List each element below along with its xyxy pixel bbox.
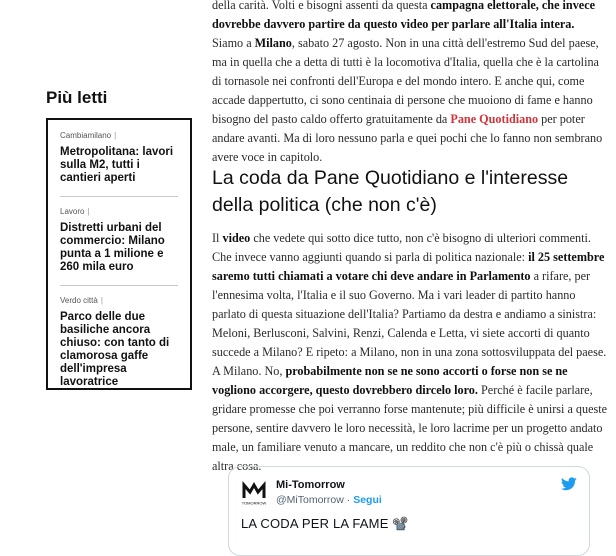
most-read-item[interactable]	[60, 196, 178, 285]
svg-text:TOMORROW: TOMORROW	[241, 500, 267, 506]
article-category[interactable]: Lavoro |	[60, 207, 90, 216]
article-category[interactable]: Verdo città |	[60, 296, 103, 305]
tweet-text: LA CODA PER LA FAME 📽️	[241, 516, 409, 531]
tweet-author-handle: @MiTomorrow · Segui	[276, 494, 382, 506]
twitter-bird-icon[interactable]	[561, 477, 577, 496]
article-title[interactable]: Metropolitana: lavori sulla M2, tutti i cantieri aperti	[60, 146, 174, 184]
follow-button[interactable]: Segui	[353, 494, 382, 506]
mi-tomorrow-logo-icon	[241, 480, 267, 506]
article-title[interactable]: Parco delle due basiliche ancora chiuso: con tanto di clamorosa gaffe dell'impresa lavoratrice	[60, 311, 170, 388]
most-read-box	[46, 118, 192, 390]
pane-quotidiano-link[interactable]: Pane Quotidiano	[450, 112, 539, 126]
article-title[interactable]: Distretti urbani del commercio: Milano punta a 1 milione e 260 mila euro	[60, 222, 165, 273]
article-category[interactable]: Cambiamilano |	[60, 131, 117, 140]
paragraph: della carità. Volti e bisogni assenti da questa campagna elettorale, che invece dovrebbe davvero partire da questo video per parlare all'Italia intera. Siamo a Milano, sabato 27 agosto. Non in una città dell'estremo Sud del paese, ma in quella che a detta di tutti è la locomotiva d'Italia, quella che è la cartolina di tornasole nei confronti dell'Europa e del mondo intero. E anche qui, come accade dappertutto, ci sono centinaia di persone che muoiono di fame e hanno bisogno del pasto caldo offerto gratuitamente da Pane Quotidiano per poter andare avanti. Ma di loro nessuno parla e quei pochi che lo fanno non sembrano avere voce in capitolo.	[212, 0, 603, 164]
paragraph: Il video che vedete qui sotto dice tutto, non c'è bisogno di ulteriori commenti. Che invece vanno aggiunti quando si parla di politica nazionale: il 25 settembre saremo tutti chiamati a votare chi deve andare in Parlamento a rifare, per l'ennesima volta, l'Italia e il suo Governo. Ma i vari leader di partito hanno parlato di questa situazione dell'Italia? Partiamo da destra e andiamo a sinistra: Meloni, Berlusconi, Salvini, Renzi, Calenda e Letta, vi siete accorti di quanto succede a Milano? E ripeto: a Milano, non in una zona sottosviluppata del paese. A Milano. No, probabilmente non se ne sono accorti o forse non se ne vogliono accorgere, questo dovrebbero dircelo loro. Perché è facile parlare, gridare promesse che poi verranno forse mantenute; più difficile è unirsi a queste persone, sentire davvero le loro necessità, le loro lacrime per un progetto andato male, un familiare venuto a mancare, un reddito che non c'è più o chissà quale altra cosa.	[212, 231, 608, 473]
section-heading: La coda da Pane Quotidiano e l'interesse della politica (che non c'è)	[212, 167, 569, 216]
most-read-title: Più letti	[46, 88, 108, 107]
embedded-tweet[interactable]	[228, 466, 590, 556]
most-read-item[interactable]	[60, 285, 178, 389]
most-read-item[interactable]	[60, 131, 178, 196]
tweet-author-name[interactable]: Mi-Tomorrow	[276, 479, 345, 491]
mi-tomorrow-avatar[interactable]	[241, 480, 267, 506]
